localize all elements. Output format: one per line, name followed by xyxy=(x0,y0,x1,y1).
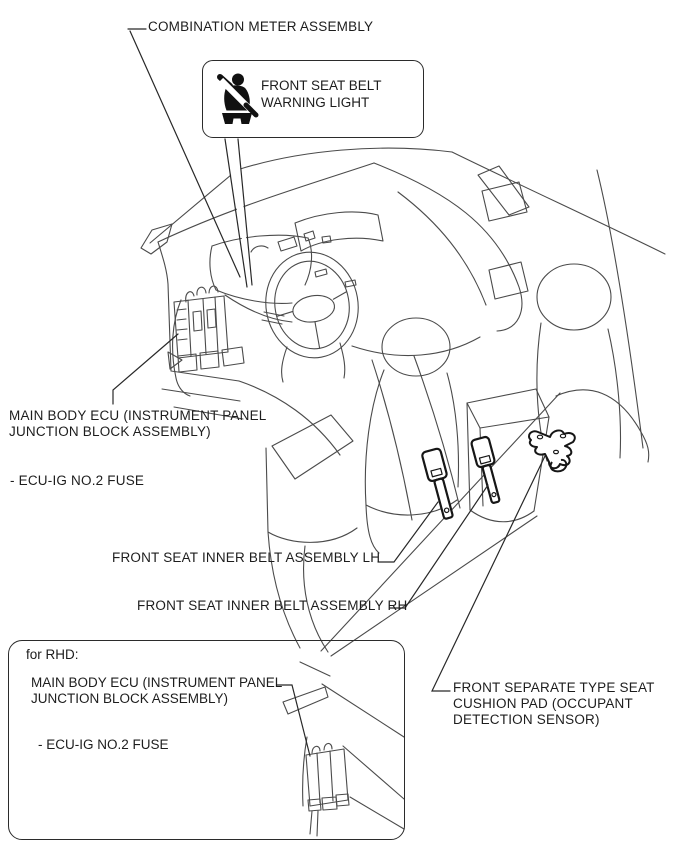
belt-assembly-rh-label: FRONT SEAT INNER BELT ASSEMBLY RH xyxy=(137,598,408,613)
seat-belt-warning-callout xyxy=(202,60,424,138)
rhd-ecu-ig-fuse-label: - ECU-IG NO.2 FUSE xyxy=(38,737,169,752)
inner-belt-buckle-rh xyxy=(471,436,505,504)
windshield-and-pillars xyxy=(150,148,665,448)
combination-meter xyxy=(210,231,331,303)
steering-wheel xyxy=(257,245,366,382)
occupant-detection-sensor xyxy=(529,430,575,471)
seat-belt-warning-icon xyxy=(215,71,259,127)
leader-belt-lh xyxy=(378,502,438,562)
rhd-main-body-ecu-label: MAIN BODY ECU (INSTRUMENT PANEL JUNCTION BLOCK ASSEMBLY) xyxy=(31,675,283,706)
leader-main-body-ecu xyxy=(113,334,178,404)
combination-meter-label: COMBINATION METER ASSEMBLY xyxy=(148,19,374,34)
warning-light-label: FRONT SEAT BELT WARNING LIGHT xyxy=(261,78,382,110)
rhd-box-title: for RHD: xyxy=(26,647,79,662)
occupant-sensor-label: FRONT SEPARATE TYPE SEAT CUSHION PAD (OCCUPANT DETECTION SENSOR) xyxy=(453,680,655,727)
floor-lines xyxy=(321,393,560,656)
rhd-variant-box xyxy=(8,640,405,840)
ecu-ig-fuse-label: - ECU-IG NO.2 FUSE xyxy=(10,473,145,488)
main-body-ecu-label: MAIN BODY ECU (INSTRUMENT PANEL JUNCTION BLOCK ASSEMBLY) xyxy=(9,408,267,439)
belt-assembly-lh-label: FRONT SEAT INNER BELT ASSEMBLY LH xyxy=(112,550,381,565)
